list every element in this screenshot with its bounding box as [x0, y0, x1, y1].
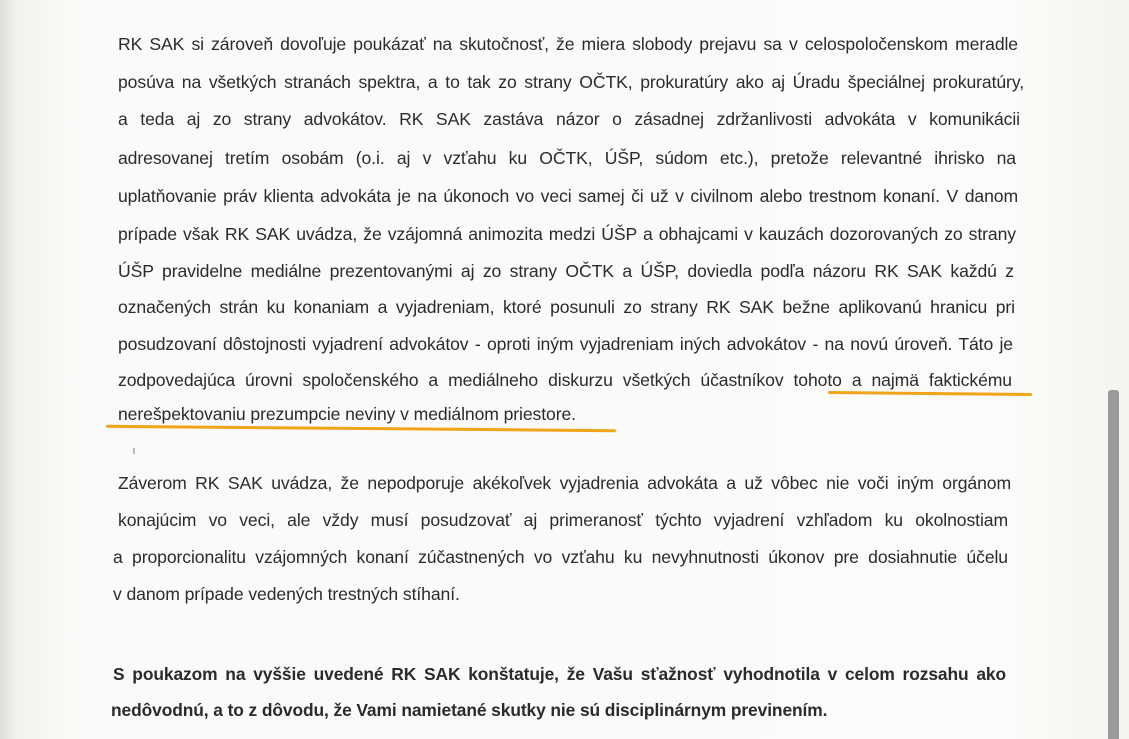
paragraph-line: zodpovedajúca úrovni spoločenského a mediálneho diskurzu všetkých účastníkov tohoto a najmä faktickému: [118, 370, 1012, 390]
paragraph-line: a proporcionalitu vzájomných konaní zúčastnených vo vzťahu ku nevyhnutnosti úkonov pre dosiahnutie účelu: [113, 547, 1008, 567]
paragraph-line: a teda aj zo strany advokátov. RK SAK zastáva názor o zásadnej zdržanlivosti advokáta v komunikácii: [118, 109, 1020, 129]
paragraph-line: posúva na všetkých stranách spektra, a to tak zo strany OČTK, prokuratúry ako aj Úradu špeciálnej prokuratúry,: [118, 72, 1024, 92]
conclusion-line: S poukazom na vyššie uvedené RK SAK konštatuje, že Vašu sťažnosť vyhodnotila v celom rozsahu ako: [113, 664, 1006, 684]
paragraph-line: prípade však RK SAK uvádza, že vzájomná animozita medzi ÚŠP a obhajcami v kauzách dozorovaných zo strany: [118, 224, 1016, 244]
paragraph-line: konajúcim vo veci, ale vždy musí posudzovať aj primeranosť týchto vyjadrení vzhľadom ku okolnostiam: [118, 510, 1008, 530]
paragraph-line: v danom prípade vedených trestných stíhaní.: [113, 584, 460, 604]
paragraph-line: uplatňovanie práv klienta advokáta je na úkonoch vo veci samej či už v civilnom alebo trestnom konaní. V danom: [118, 186, 1018, 206]
highlight-underline: [828, 391, 1032, 396]
paragraph-line: nerešpektovaniu prezumpcie neviny v mediálnom priestore.: [118, 404, 576, 424]
paragraph-line: ÚŠP pravidelne mediálne prezentovanými aj zo strany OČTK a ÚŠP, doviedla podľa názoru RK SAK každú z: [118, 261, 1014, 281]
scrollbar[interactable]: [1108, 390, 1119, 739]
paragraph-line: Záverom RK SAK uvádza, že nepodporuje akékoľvek vyjadrenia advokáta a už vôbec nie voči iným orgánom: [118, 473, 1011, 493]
paragraph-line: označených strán ku konaniam a vyjadreniam, ktoré posunuli zo strany RK SAK bežne aplikovanú hranicu pri: [118, 297, 1015, 317]
scan-speck: [133, 448, 135, 454]
paragraph-line: RK SAK si zároveň dovoľuje poukázať na skutočnosť, že miera slobody prejavu sa v celospoločenskom meradle: [118, 34, 1018, 54]
highlight-underline: [106, 425, 616, 432]
paragraph-line: adresovanej tretím osobám (o.i. aj v vzťahu ku OČTK, ÚŠP, súdom etc.), pretože relevantné ihrisko na: [118, 148, 1016, 168]
page-edge-shadow: [0, 0, 14, 739]
conclusion-line: nedôvodnú, a to z dôvodu, že Vami namietané skutky nie sú disciplinárnym previnením.: [111, 700, 828, 720]
paragraph-line: posudzovaní dôstojnosti vyjadrení advokátov - oproti iným vyjadreniam iných advokátov - na novú úroveň. Táto je: [118, 334, 1013, 354]
